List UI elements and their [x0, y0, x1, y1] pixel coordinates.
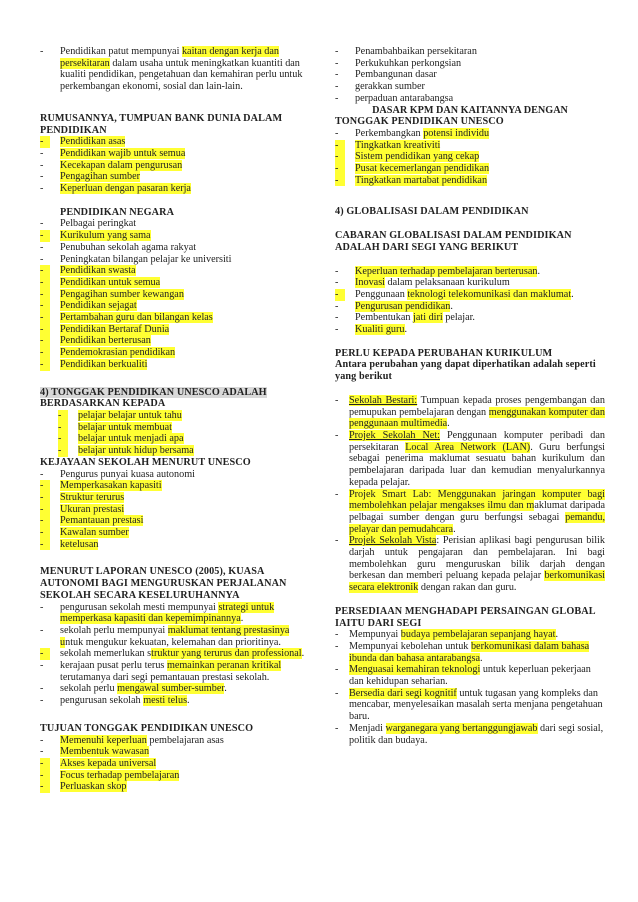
list-item: - Membentuk wawasan [40, 746, 150, 758]
negara-heading: PENDIDIKAN NEGARA [60, 206, 175, 218]
dasar-list [335, 128, 605, 187]
list-item: - Pendidikan wajib untuk semua [40, 147, 186, 159]
list-item: - Pusat kecemerlangan pendidikan [335, 163, 490, 175]
list-item: - belajar untuk hidup bersama [58, 445, 194, 457]
tujuan-heading: TUJUAN TONGGAK PENDIDIKAN UNESCO [40, 722, 254, 734]
list-item: - Perkembangkan potensi individu [335, 127, 490, 139]
top-list [335, 46, 605, 105]
right-column [335, 46, 605, 746]
list-item: - Focus terhadap pembelajaran [40, 769, 180, 781]
list-item: - Bersedia dari segi kognitif untuk tugasan yang kompleks dan mencabar, menyelesaikan masalah serta menjana pengetahuan baru. [335, 687, 603, 723]
list-item: - Struktur terurus [40, 491, 125, 503]
persediaan-heading: PERSEDIAAN MENGHADAPI PERSAINGAN GLOBAL IAITU DARI SEGI [335, 605, 596, 629]
list-item: - Pengagihan sumber [40, 171, 141, 183]
list-item: - belajar untuk menjadi apa [58, 433, 184, 445]
list-item: - Ukuran prestasi [40, 503, 125, 515]
list-item: - Sistem pendidikan yang cekap [335, 151, 480, 163]
globalisasi-heading: 4) GLOBALISASI DALAM PENDIDIKAN [335, 206, 529, 218]
list-item: - Inovasi dalam pelaksanaan kurikulum [335, 277, 510, 289]
kejayaan-heading: KEJAYAAN SEKOLAH MENURUT UNESCO [40, 456, 251, 468]
intro-item: - Pendidikan patut mempunyai kaitan dengan kerja dan persekitaran dalam usaha untuk meningkatkan kuantiti dan kualiti pendidikan, pengetahuan dan kemahiran perlu untuk perkembangan ekonomi, sosial dan lain-lain. [40, 46, 303, 93]
list-item: - Mempunyai budaya pembelajaran sepanjang hayat. [335, 629, 559, 641]
list-item: - Pembentukan jati diri pelajar. [335, 312, 475, 324]
list-item: - Pemantauan prestasi [40, 515, 144, 527]
perlu-heading: PERLU KEPADA PERUBAHAN KURIKULUM [335, 347, 553, 359]
list-item: - Pembangunan dasar [335, 69, 437, 81]
dasar-heading-2: TONGGAK PENDIDIKAN UNESCO [335, 116, 504, 128]
list-item: - perpaduan antarabangsa [335, 92, 454, 104]
list-item: - Kecekapan dalam pengurusan [40, 159, 183, 171]
list-item: - Projek Sekolah Vista: Perisian aplikasi bagi pengurusan bilik darjah untuk pengajaran dan pembelajaran. Ini bagi membolehkan guru menguruskan bilik darjah dengan berkesan dan memberi peluang kepada pelajar berkomunikasi secara elektronik dengan rakan dan guru. [335, 535, 605, 594]
list-item: - Keperluan dengan pasaran kerja [40, 183, 191, 195]
tonggak-list [40, 410, 310, 457]
list-item: - Memperkasakan kapasiti [40, 480, 162, 492]
left-column [40, 46, 310, 793]
list-item: - Penggunaan teknologi telekomunikasi dan maklumat. [335, 288, 574, 300]
negara-list [40, 218, 310, 370]
kurikulum-list [335, 395, 605, 594]
list-item: - Tingkatkan martabat pendidikan [335, 174, 488, 186]
list-item: - Menguasai kemahiran teknologi untuk keperluan pekerjaan dan kehidupan seharian. [335, 664, 591, 688]
list-item: - Perkukuhkan perkongsian [335, 57, 462, 69]
list-item: - Kurikulum yang sama [40, 230, 151, 242]
bank-list [40, 136, 310, 195]
list-item: - Memenuhi keperluan pembelajaran asas [40, 734, 224, 746]
list-item: - gerakkan sumber [335, 81, 425, 93]
list-item: - Pendidikan berterusan [40, 335, 151, 347]
kejayaan-list [40, 469, 310, 551]
highlight: kaitan dengan kerja dan persekitaran [60, 46, 279, 69]
list-item: - Perluaskan skop [40, 781, 127, 793]
list-item: - Pengurus punyai kuasa autonomi [40, 468, 195, 480]
list-item: - pengurusan sekolah mesti mempunyai strategi untuk memperkasa kapasiti dan kepemimpinannya. [40, 601, 275, 625]
list-item: - sekolah memerlukan struktur yang terurus dan professional. [40, 648, 305, 660]
perlu-subheading: Antara perubahan yang dapat diperhatikan adalah seperti yang berikut [335, 359, 596, 383]
list-item: - Pendidikan swasta [40, 265, 136, 277]
list-item: - Pengagihan sumber kewangan [40, 288, 184, 300]
list-item: - Sekolah Bestari: Tumpuan kepada proses pengembangan dan pemupukan pembelajaran dengan menggunakan komputer dan penggunaan multimedia. [335, 394, 605, 430]
list-item: - Pengurusan pendidikan. [335, 300, 453, 312]
list-item: - Pertambahan guru dan bilangan kelas [40, 312, 213, 324]
list-item: - Tingkatkan kreativiti [335, 139, 441, 151]
laporan-list [40, 602, 310, 707]
list-item: - Projek Sekolah Net: Penggunaan komputer peribadi dan persekitaran Local Area Network (LAN). Guru berfungsi sebagai penerima maklumat sesuatu bahan kurikulum dan pembelajaran daripada luar dan kemudian menyalurkannya kepada pelajar. [335, 429, 605, 488]
tujuan-list [40, 735, 310, 794]
list-item: - Akses kepada universal [40, 757, 157, 769]
persediaan-list [335, 629, 605, 746]
list-item: - Pendidikan untuk semua [40, 276, 161, 288]
list-item: - Pendidikan berkualiti [40, 358, 148, 370]
list-item: - Pendidikan sejagat [40, 300, 137, 312]
bank-heading: RUMUSANNYA, TUMPUAN BANK DUNIA DALAM PENDIDIKAN [40, 112, 283, 136]
list-item: - Kawalan sumber [40, 527, 129, 539]
list-item: - Peningkatan bilangan pelajar ke universiti [40, 253, 232, 265]
list-item: - Pendidikan Bertaraf Dunia [40, 323, 170, 335]
list-item: - kerajaan pusat perlu terus memainkan peranan kritikal terutamanya dari segi pemantauan prestasi sekolah. [40, 660, 282, 683]
list-item: - Menjadi warganegara yang bertanggungjawab dari segi sosial, politik dan budaya. [335, 722, 604, 746]
list-item: - Keperluan terhadap pembelajaran berterusan. [335, 265, 540, 277]
bullet-dash: - [40, 46, 44, 57]
list-item: - Pendidikan asas [40, 136, 126, 148]
list-item: - Penubuhan sekolah agama rakyat [40, 241, 197, 253]
list-item: - Mempunyai kebolehan untuk berkomunikasi dalam bahasa ibunda dan bahasa antarabangsa. [335, 640, 590, 664]
cabaran-list [335, 266, 605, 336]
list-item: - pengurusan sekolah mesti telus. [40, 695, 190, 707]
list-item: - Kualiti guru. [335, 324, 408, 336]
list-item: - Pendemokrasian pendidikan [40, 347, 176, 359]
list-item: - sekolah perlu mempunyai maklumat tentang prestasinya untuk mengukur kekuatan, kelemahan dan prioritinya. [40, 624, 290, 648]
list-item: - belajar untuk membuat [58, 421, 172, 433]
cabaran-heading: CABARAN GLOBALISASI DALAM PENDIDIKAN ADALAH DARI SEGI YANG BERIKUT [335, 230, 572, 253]
list-item: - ketelusan [40, 538, 99, 550]
list-item: - Projek Smart Lab: Menggunakan jaringan komputer bagi membolehkan pelajar mengakses ilmu dan maklumat daripada pelbagai sumber dengan guru berfungsi sebagai pemandu, pelayar dan pemudahcara. [335, 488, 606, 535]
list-item: - Pelbagai peringkat [40, 218, 137, 230]
list-item: - Penambahbaikan persekitaran [335, 46, 477, 57]
list-item: - pelajar belajar untuk tahu [58, 409, 182, 421]
dasar-heading: DASAR KPM DAN KAITANNYA DENGAN [372, 104, 568, 116]
tonggak-heading: 4) TONGGAK PENDIDIKAN UNESCO ADALAH [40, 386, 267, 398]
laporan-heading: MENURUT LAPORAN UNESCO (2005), KUASA AUTONOMI BAGI MENGURUSKAN PERJALANAN SEKOLAH SECARA KESELURUHANNYA [40, 566, 287, 601]
tonggak-heading-2: BERDASARKAN KEPADA [40, 398, 166, 410]
list-item: - sekolah perlu mengawal sumber-sumber. [40, 683, 227, 695]
